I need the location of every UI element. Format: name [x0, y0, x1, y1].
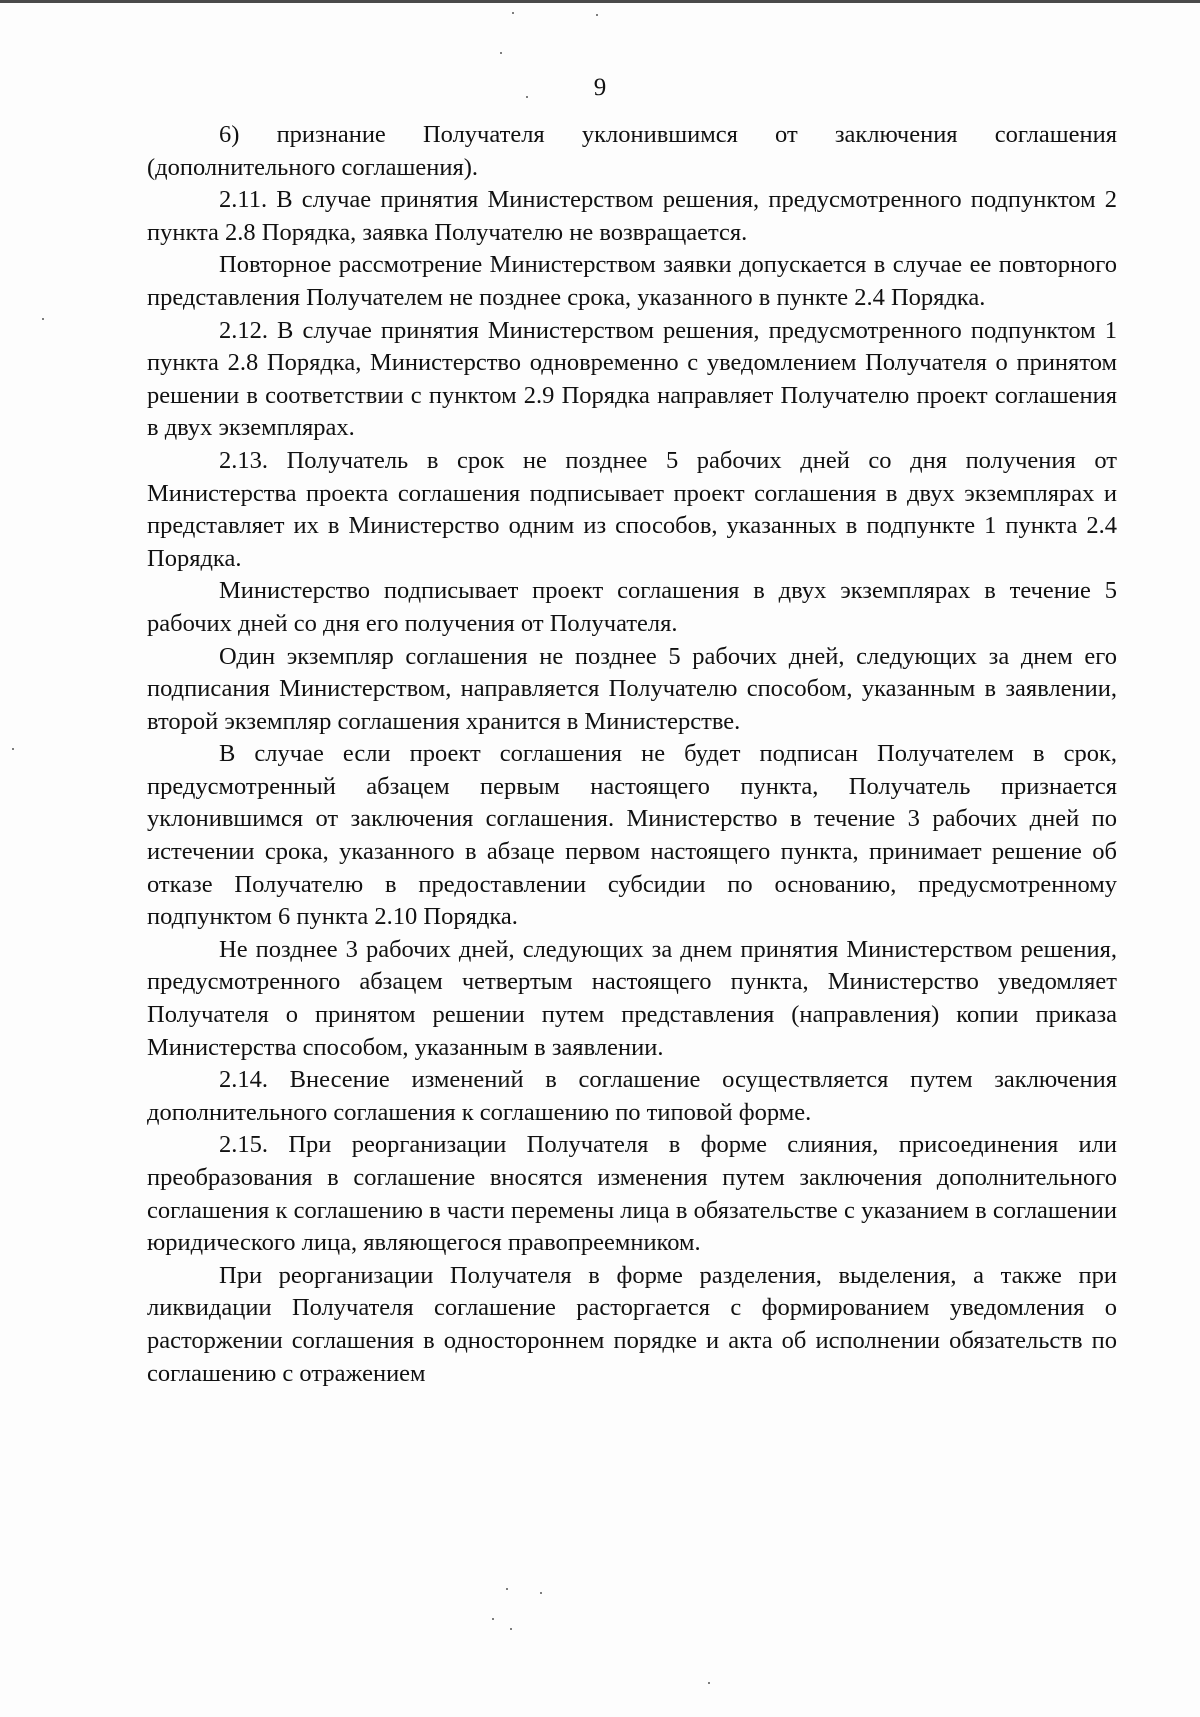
- paragraph-2-13: 2.13. Получатель в срок не позднее 5 рабочих дней со дня получения от Министерства проекта соглашения подписывает проект соглашения в двух экземплярах и представляет их в Министерство одним из способов, указанных в подпункте 1 пункта 2.4 Порядка.: [147, 446, 1117, 572]
- paragraph-not-signed: В случае если проект соглашения не будет подписан Получателем в срок, предусмотренный абзацем первым настоящего пункта, Получатель признается уклонившимся от заключения соглашения. Министерство в течение 3 рабочих дней по истечении срока, указанного в абзаце первом настоящего пункта, принимает решение об отказе Получателю в предоставлении субсидии по основанию, предусмотренному подпунктом 6 пункта 2.10 Порядка.: [147, 740, 1117, 931]
- scan-speck: [42, 318, 44, 320]
- paragraph-ministry-signs: Министерство подписывает проект соглашения в двух экземплярах в течение 5 рабочих дней со дня его получения от Получателя.: [147, 577, 1117, 637]
- paragraph-2-14: 2.14. Внесение изменений в соглашение осуществляется путем заключения дополнительного соглашения к соглашению по типовой форме.: [147, 1066, 1117, 1126]
- scan-speck: [596, 14, 598, 16]
- paragraph-2-12: 2.12. В случае принятия Министерством решения, предусмотренного подпунктом 1 пункта 2.8 Порядка, Министерство одновременно с уведомлением Получателя о принятом решении в соответствии с пунктом 2.9 Порядка направляет Получателю проект соглашения в двух экземплярах.: [147, 316, 1117, 442]
- scan-speck: [506, 1588, 508, 1590]
- scan-speck: [12, 748, 14, 750]
- paragraph-notification: Не позднее 3 рабочих дней, следующих за днем принятия Министерством решения, предусмотренного абзацем четвертым настоящего пункта, Министерство уведомляет Получателя о принятом решении путем представления (направления) копии приказа Министерства способом, указанным в заявлении.: [147, 935, 1117, 1061]
- scan-speck: [500, 52, 502, 54]
- scan-top-edge: [0, 0, 1200, 3]
- document-body: [147, 119, 1117, 1390]
- scan-speck: [540, 1592, 542, 1594]
- scan-speck: [512, 12, 514, 14]
- paragraph-repeat-review: Повторное рассмотрение Министерством заявки допускается в случае ее повторного представления Получателем не позднее срока, указанного в пункте 2.4 Порядка.: [147, 251, 1117, 311]
- paragraph-reorganization: При реорганизации Получателя в форме разделения, выделения, а также при ликвидации Получателя соглашение расторгается с формированием уведомления о расторжении соглашения в одностороннем порядке и акта об исполнении обязательств по соглашению с отражением: [147, 1261, 1117, 1387]
- scan-speck: [708, 1682, 710, 1684]
- page-number: 9: [593, 74, 607, 101]
- paragraph-item-6: 6) признание Получателя уклонившимся от заключения соглашения (дополнительного соглашения).: [147, 121, 1117, 181]
- paragraph-copy-sent: Один экземпляр соглашения не позднее 5 рабочих дней, следующих за днем его подписания Министерством, направляется Получателю способом, указанным в заявлении, второй экземпляр соглашения хранится в Министерстве.: [147, 642, 1117, 735]
- paragraph-2-15: 2.15. При реорганизации Получателя в форме слияния, присоединения или преобразования в соглашение вносятся изменения путем заключения дополнительного соглашения к соглашению в части перемены лица в обязательстве с указанием в соглашении юридического лица, являющегося правопреемником.: [147, 1131, 1117, 1257]
- scan-speck: [510, 1628, 512, 1630]
- scan-speck: [526, 96, 528, 98]
- scan-speck: [492, 1618, 494, 1620]
- paragraph-2-11: 2.11. В случае принятия Министерством решения, предусмотренного подпунктом 2 пункта 2.8 Порядка, заявка Получателю не возвращается.: [147, 186, 1117, 246]
